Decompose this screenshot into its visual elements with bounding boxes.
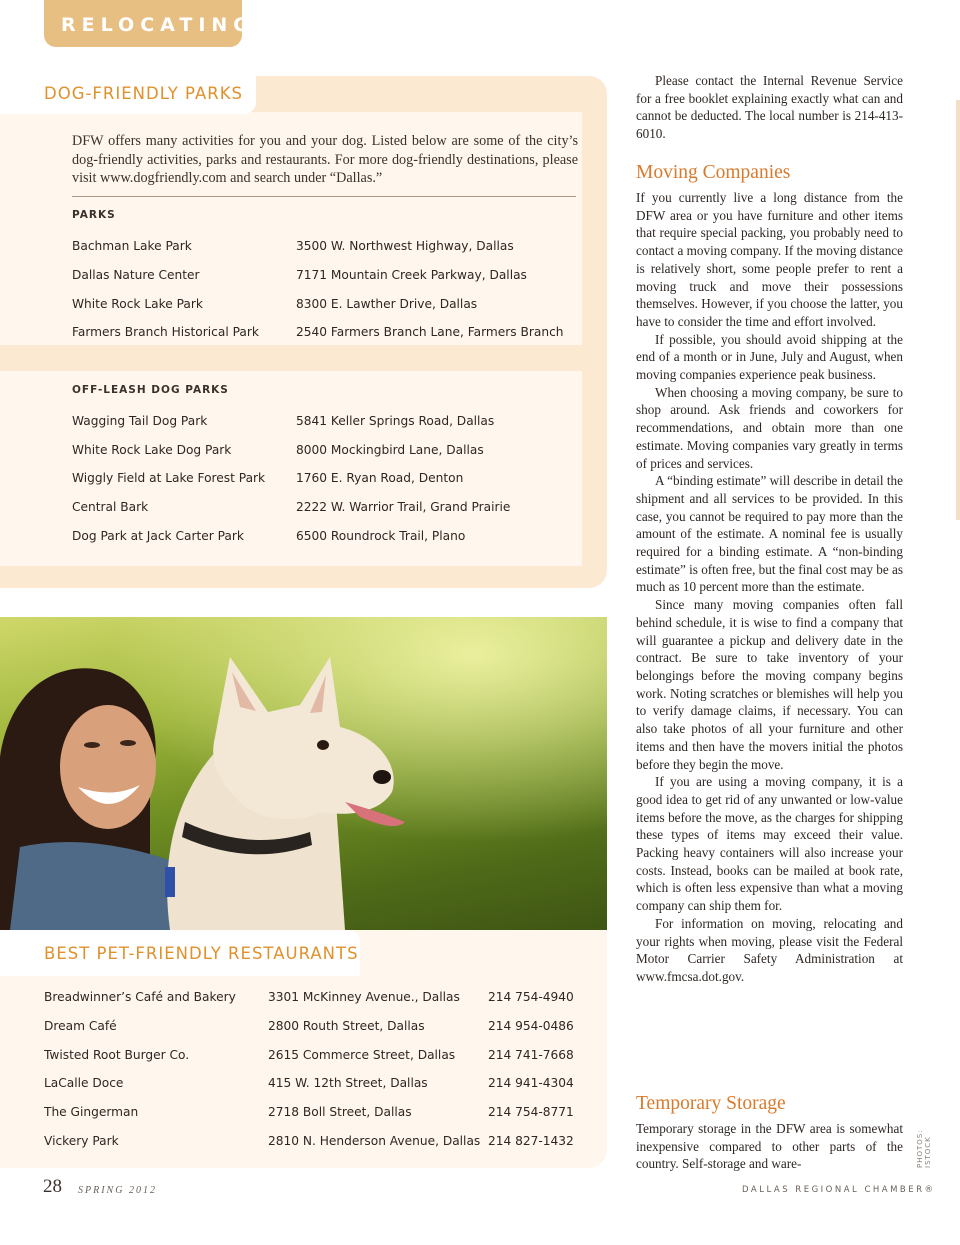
offleash-label: OFF-LEASH DOG PARKS bbox=[72, 384, 229, 396]
park-name: Dallas Nature Center bbox=[72, 268, 200, 282]
moving-heading: Moving Companies bbox=[636, 162, 791, 183]
restaurant-phone: 214 754-8771 bbox=[488, 1105, 574, 1119]
restaurant-address: 3301 McKinney Avenue., Dallas bbox=[268, 990, 460, 1004]
issue-label: SPRING 2012 bbox=[78, 1185, 157, 1196]
photo-illustration bbox=[0, 617, 607, 930]
restaurant-phone: 214 941-4304 bbox=[488, 1076, 574, 1090]
moving-text bbox=[636, 189, 903, 986]
restaurant-name: LaCalle Doce bbox=[44, 1076, 124, 1090]
paragraph: A “binding estimate” will describe in detail the shipment and all services to be provided. In this case, you cannot be required to pay more than the amount of the estimate. A nominal fee is usually required for a binding estimate. A “non-binding estimate” is often free, but the final cost may be as much as 10 percent more than the estimate. bbox=[636, 473, 903, 595]
panel-band bbox=[0, 345, 607, 371]
restaurants-heading: BEST PET-FRIENDLY RESTAURANTS bbox=[44, 944, 359, 963]
restaurant-phone: 214 741-7668 bbox=[488, 1048, 574, 1062]
park-name: White Rock Lake Dog Park bbox=[72, 443, 232, 457]
paragraph: For information on moving, relocating and your rights when moving, please visit the Federal Motor Carrier Safety Administration at www.fmcsa.dot.gov. bbox=[636, 915, 903, 984]
paragraph: If you are using a moving company, it is a good idea to get rid of any unwanted or low-value items before the move, as the charges for shipping these types of items may exceed their value. Packing heavy containers will also increase your costs. Instead, books can be mailed at book rate, which is often less expensive than what a moving company can ship them for. bbox=[636, 774, 903, 914]
restaurant-name: Dream Café bbox=[44, 1019, 117, 1033]
park-name: Wagging Tail Dog Park bbox=[72, 414, 208, 428]
park-name: Bachman Lake Park bbox=[72, 239, 192, 253]
restaurant-address: 415 W. 12th Street, Dallas bbox=[268, 1076, 428, 1090]
list-item bbox=[0, 1076, 960, 1094]
restaurant-name: Breadwinner’s Café and Bakery bbox=[44, 990, 236, 1004]
paragraph: When choosing a moving company, be sure to shop around. Ask friends and coworkers for recommendations, and obtain more than one estimate. Moving companies vary greatly in terms of prices and services. bbox=[636, 384, 903, 471]
restaurant-name: The Gingerman bbox=[44, 1105, 139, 1119]
paragraph: Please contact the Internal Revenue Service for a free booklet explaining exactly what can and cannot be deducted. The local number is 214-413-6010. bbox=[636, 73, 903, 142]
park-name: Dog Park at Jack Carter Park bbox=[72, 529, 244, 543]
divider bbox=[72, 196, 576, 197]
parks-intro: DFW offers many activities for you and your dog. Listed below are some of the city’s dog-friendly activities, parks and restaurants. For more dog-friendly destinations, please visit www.dogfriendly.com and search under “Dallas.” bbox=[72, 133, 578, 186]
paragraph: Since many moving companies often fall behind schedule, it is wise to find a company that will guarantee a pickup and delivery date in the contract. Be sure to take inventory of your belongings before the moving company begins work. Noting scratches or blemishes will help you to verify damage claims, if necessary. You can also take photos of all your furniture and other items and then have the movers initial the photos before they begin the move. bbox=[636, 597, 903, 772]
restaurant-phone: 214 827-1432 bbox=[488, 1134, 574, 1148]
storage-heading: Temporary Storage bbox=[636, 1093, 786, 1114]
park-address: 6500 Roundrock Trail, Plano bbox=[296, 529, 466, 543]
restaurant-name: Twisted Root Burger Co. bbox=[44, 1048, 190, 1062]
section-tab: RELOCATING bbox=[44, 0, 242, 47]
restaurant-phone: 214 954-0486 bbox=[488, 1019, 574, 1033]
park-address: 3500 W. Northwest Highway, Dallas bbox=[296, 239, 514, 253]
park-name: Central Bark bbox=[72, 500, 149, 514]
park-address: 2540 Farmers Branch Lane, Farmers Branch bbox=[296, 325, 564, 339]
photo-woman-and-dog bbox=[0, 617, 607, 930]
park-address: 8300 E. Lawther Drive, Dallas bbox=[296, 297, 478, 311]
restaurant-address: 2718 Boll Street, Dallas bbox=[268, 1105, 412, 1119]
edge-bar bbox=[956, 100, 960, 520]
park-address: 2222 W. Warrior Trail, Grand Prairie bbox=[296, 500, 511, 514]
restaurant-phone: 214 754-4940 bbox=[488, 990, 574, 1004]
park-address: 8000 Mockingbird Lane, Dallas bbox=[296, 443, 484, 457]
list-item bbox=[0, 990, 960, 1008]
park-name: White Rock Lake Park bbox=[72, 297, 203, 311]
restaurant-address: 2800 Routh Street, Dallas bbox=[268, 1019, 425, 1033]
storage-text bbox=[636, 1120, 903, 1173]
publisher-label: DALLAS REGIONAL CHAMBER® bbox=[742, 1185, 936, 1195]
restaurant-address: 2810 N. Henderson Avenue, Dallas bbox=[268, 1134, 481, 1148]
irs-paragraph bbox=[636, 72, 903, 143]
photo-credit: PHOTOS: ISTOCK bbox=[916, 1129, 932, 1168]
list-item bbox=[0, 1048, 960, 1066]
paragraph: If you currently live a long distance from the DFW area or you have furniture and other items that require special packing, you probably need to contact a moving company. If the moving distance is relatively short, some people prefer to rent a moving truck and move their possessions themselves. However, if you choose the latter, you have to consider the time and effort involved. bbox=[636, 190, 903, 329]
park-address: 7171 Mountain Creek Parkway, Dallas bbox=[296, 268, 527, 282]
parks-label: PARKS bbox=[72, 209, 116, 221]
paragraph: If possible, you should avoid shipping at the end of a month or in June, July and August, when moving companies experience peak business. bbox=[636, 331, 903, 383]
park-name: Wiggly Field at Lake Forest Park bbox=[72, 471, 266, 485]
paragraph: Temporary storage in the DFW area is somewhat inexpensive compared to other parts of the country. Self-storage and ware- bbox=[636, 1121, 903, 1172]
parks-heading: DOG-FRIENDLY PARKS bbox=[44, 84, 243, 103]
restaurant-address: 2615 Commerce Street, Dallas bbox=[268, 1048, 456, 1062]
park-address: 1760 E. Ryan Road, Denton bbox=[296, 471, 464, 485]
restaurant-name: Vickery Park bbox=[44, 1134, 119, 1148]
park-name: Farmers Branch Historical Park bbox=[72, 325, 259, 339]
page-number: 28 bbox=[43, 1176, 62, 1197]
list-item bbox=[0, 1019, 960, 1037]
park-address: 5841 Keller Springs Road, Dallas bbox=[296, 414, 495, 428]
